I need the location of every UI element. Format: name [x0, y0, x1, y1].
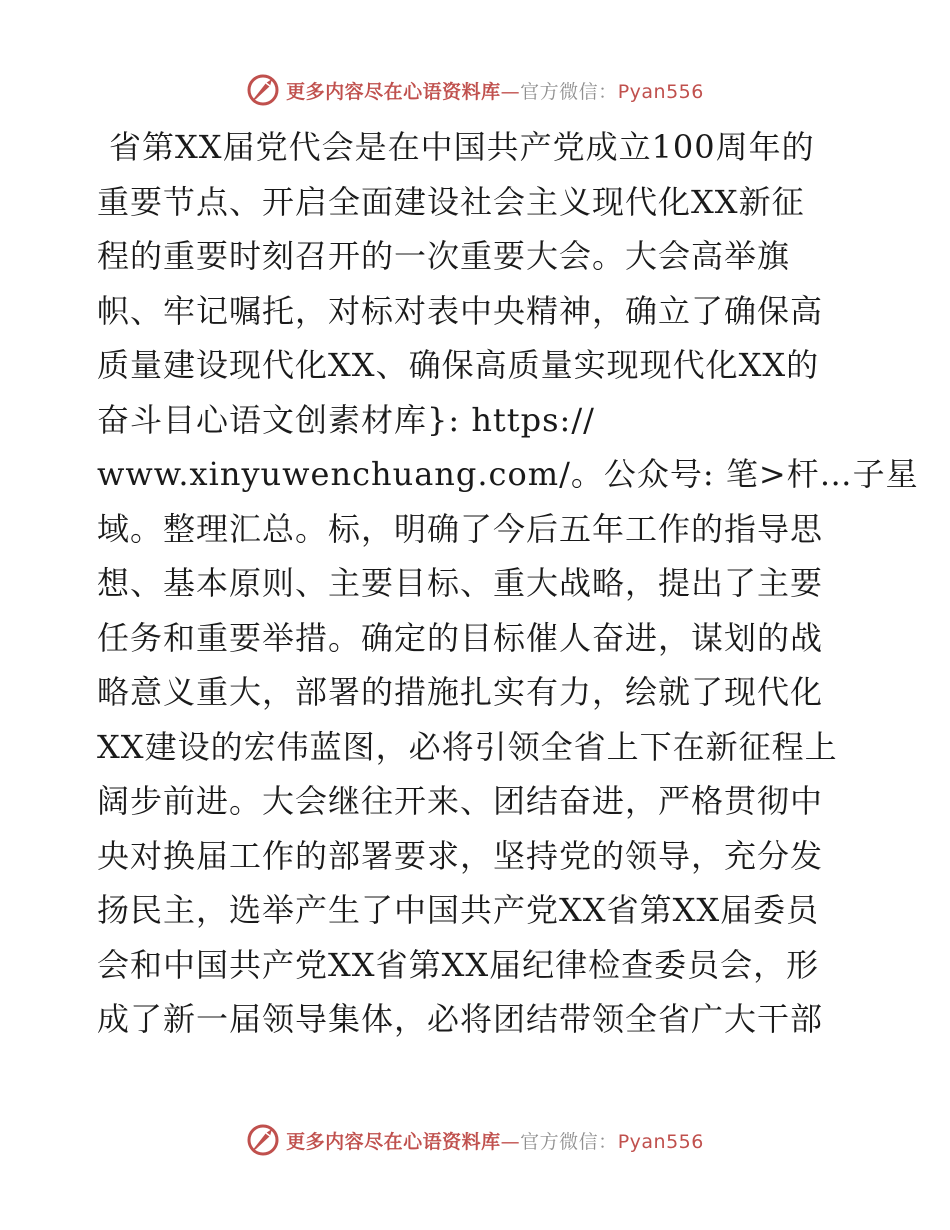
document-line: 域。整理汇总。标，明确了今后五年工作的指导思 — [97, 509, 824, 548]
quill-pen-logo-icon — [246, 73, 280, 107]
document-line: 程的重要时刻召开的一次重要大会。大会高举旗 — [97, 237, 791, 275]
header-banner — [0, 70, 950, 110]
document-line: 奋斗目心语文创素材库}: https:// — [97, 400, 595, 439]
header-wechat-account: Pyan556 — [617, 80, 704, 103]
document-line: 扬民主，选举产生了中国共产党XX省第XX届委员 — [97, 891, 820, 929]
quill-pen-logo-icon — [246, 1123, 280, 1157]
document-line: XX建设的宏伟蓝图，必将引领全省上下在新征程上 — [97, 727, 838, 766]
footer-wechat-account: Pyan556 — [617, 1130, 704, 1153]
document-line: 略意义重大，部署的措施扎实有力，绘就了现代化 — [97, 673, 824, 711]
document-line: www.xinyuwenchuang.com/。公众号: 笔>杆…子星 — [97, 455, 919, 493]
header-wechat-label: 官方微信： — [520, 80, 618, 103]
document-line: 任务和重要举措。确定的目标催人奋进，谋划的战 — [97, 618, 824, 657]
footer-banner-text — [286, 1127, 704, 1154]
footer-banner — [0, 1120, 950, 1160]
document-line: 央对换届工作的部署要求，坚持党的领导，充分发 — [97, 836, 824, 875]
document-line: 质量建设现代化XX、确保高质量实现现代化XX的 — [97, 346, 820, 384]
header-banner-text — [286, 77, 704, 104]
document-line: 重要节点、开启全面建设社会主义现代化XX新征 — [97, 182, 805, 221]
document-body — [97, 120, 919, 1047]
header-brand-text: 更多内容尽在心语资料库 — [286, 80, 501, 103]
document-line: 想、基本原则、主要目标、重大战略，提出了主要 — [97, 564, 824, 602]
document-line: 帜、牢记嘱托，对标对表中央精神，确立了确保高 — [97, 291, 824, 330]
document-line: 成了新一届领导集体，必将团结带领全省广大干部 — [97, 1000, 824, 1038]
document-line: 阔步前进。大会继往开来、团结奋进，严格贯彻中 — [97, 782, 824, 820]
footer-wechat-label: 官方微信： — [520, 1130, 618, 1153]
document-line: 省第XX届党代会是在中国共产党成立100周年的 — [109, 128, 815, 166]
document-line: 会和中国共产党XX省第XX届纪律检查委员会，形 — [97, 945, 820, 984]
footer-brand-text: 更多内容尽在心语资料库 — [286, 1130, 501, 1153]
footer-dash: — — [500, 1130, 521, 1153]
header-dash: — — [500, 80, 521, 103]
